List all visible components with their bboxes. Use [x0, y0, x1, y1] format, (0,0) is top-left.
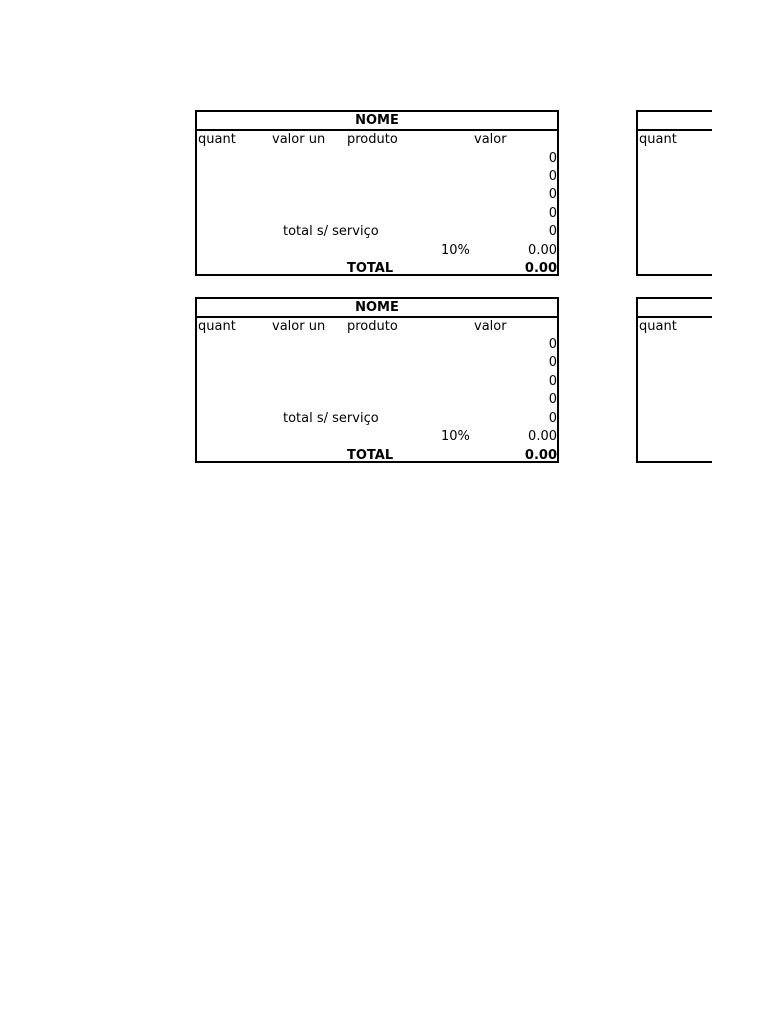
row-value: 0: [548, 169, 557, 184]
header-valor: valor: [474, 319, 507, 334]
order-table-2: [195, 297, 559, 463]
row-value: 0: [548, 206, 557, 221]
table-title: NOME: [197, 299, 557, 318]
header-produto: produto: [347, 319, 398, 334]
order-table-1: [195, 110, 559, 276]
service-value: 0.00: [528, 429, 557, 444]
total-label: TOTAL: [347, 448, 394, 463]
order-table-3-partial: [636, 110, 712, 276]
row-value: 0: [548, 374, 557, 389]
header-quant: quant: [639, 319, 677, 334]
total-label: TOTAL: [347, 261, 394, 276]
subtotal-label: total s/ serviço: [283, 411, 379, 426]
row-value: 0: [548, 355, 557, 370]
header-valor: valor: [474, 132, 507, 147]
header-quant: quant: [198, 132, 236, 147]
subtotal-value: 0: [548, 411, 557, 426]
subtotal-value: 0: [548, 224, 557, 239]
header-quant: quant: [639, 132, 677, 147]
total-value: 0.00: [524, 261, 557, 276]
order-table-4-partial: [636, 297, 712, 463]
total-value: 0.00: [524, 448, 557, 463]
row-value: 0: [548, 151, 557, 166]
header-produto: produto: [347, 132, 398, 147]
service-value: 0.00: [528, 243, 557, 258]
service-percent: 10%: [441, 429, 470, 444]
service-percent: 10%: [441, 243, 470, 258]
header-valor-un: valor un: [272, 132, 326, 147]
row-value: 0: [548, 392, 557, 407]
table-title: [638, 299, 712, 318]
table-title: [638, 112, 712, 131]
subtotal-label: total s/ serviço: [283, 224, 379, 239]
header-valor-un: valor un: [272, 319, 326, 334]
row-value: 0: [548, 187, 557, 202]
header-quant: quant: [198, 319, 236, 334]
row-value: 0: [548, 337, 557, 352]
table-title: NOME: [197, 112, 557, 131]
